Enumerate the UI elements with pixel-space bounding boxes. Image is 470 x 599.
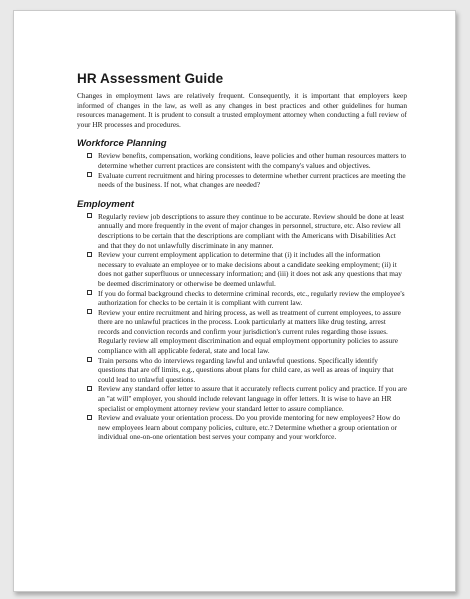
- checklist-item-text: Review your entire recruitment and hiring process, as well as treatment of current employees, to assure there are no unlawful practices in the process. Look particularly at matters like drug testing, arrest records and conviction records and confirm your jurisdiction's current rules regarding those issues. Regularly review all employment discrimination and equal employment opportunity policies to assure compliance with all applicable federal, state and local law.: [98, 307, 401, 356]
- checklist-item: [77, 151, 407, 170]
- checklist-item: [77, 212, 407, 250]
- checklist-item-text: Regularly review job descriptions to assure they continue to be accurate. Review should be done at least annually and more frequently in the event of major changes in personnel, structure, etc. Also review all descriptions to be certain that the descriptions are compliant with the Americans with Disabilities Act and that they do not unlawfully discriminate in any manner.: [98, 211, 405, 250]
- document-page: [13, 10, 456, 592]
- checkbox-icon: [87, 172, 92, 177]
- section-heading-employment: Employment: [77, 198, 135, 210]
- workforce-planning-checklist: [77, 151, 407, 189]
- checklist-item-text: Train persons who do interviews regarding lawful and unlawful questions. Specifically identify questions that are off limits, e.g., questions about plans for child care, as well as areas of inquiry that could lead to unlawful questions.: [98, 355, 394, 384]
- checkbox-icon: [87, 153, 92, 158]
- checklist-item-text: Review and evaluate your orientation process. Do you provide mentoring for new employees? How do new employees learn about company policies, culture, etc.? Determine whether a group orientation or individual one-on-one orientation best serves your company and your workforce.: [98, 413, 401, 442]
- checkbox-icon: [87, 309, 92, 314]
- checklist-item: [77, 384, 407, 413]
- checklist-item: [77, 289, 407, 308]
- intro-paragraph: Changes in employment laws are relatively frequent. Consequently, it is important that employers keep informed of changes in the law, as well as any changes in best practices and other guidelines for human resources management. It is prudent to consult a trusted employment attorney when conducting a full review of your HR processes and procedures.: [77, 91, 407, 129]
- document-title: HR Assessment Guide: [77, 71, 224, 86]
- employment-checklist: [77, 212, 407, 442]
- checklist-item: [77, 171, 407, 190]
- checkbox-icon: [87, 290, 92, 295]
- section-heading-workforce-planning: Workforce Planning: [77, 138, 167, 150]
- checklist-item: [77, 356, 407, 385]
- checkbox-icon: [87, 415, 92, 420]
- checklist-item-text: Review your current employment application to determine that (i) it includes all the information necessary to evaluate an employee or to make decisions about a candidate seeking employment; (ii) it does not gather superfluous or unnecessary information; and (iii) it does not ask any questions that may be deemed discriminatory or otherwise be deemed unlawful.: [98, 250, 402, 288]
- checklist-item-text: Review any standard offer letter to assure that it accurately reflects current policy and practice. If you are an "at will" employer, you should include relevant language in offer letters. It is wise to have an HR specialist or employment attorney review your standard letter to assure compliance.: [98, 384, 407, 413]
- checklist-item: [77, 250, 407, 288]
- checkbox-icon: [87, 357, 92, 362]
- checkbox-icon: [87, 386, 92, 391]
- checklist-item: [77, 308, 407, 356]
- document-content: [77, 71, 407, 442]
- checkbox-icon: [87, 213, 92, 218]
- checklist-item: [77, 413, 407, 442]
- checkbox-icon: [87, 252, 92, 257]
- checklist-item-text: Evaluate current recruitment and hiring processes to determine whether current practices are meeting the needs of the business. If not, what changes are needed?: [98, 170, 406, 190]
- checklist-item-text: Review benefits, compensation, working conditions, leave policies and other human resources matters to determine whether current practices are consistent with the company's values and objectives.: [98, 151, 407, 170]
- checklist-item-text: If you do formal background checks to determine criminal records, etc., regularly review the employee's authorization for checks to be certain it is compliant with current law.: [98, 288, 405, 308]
